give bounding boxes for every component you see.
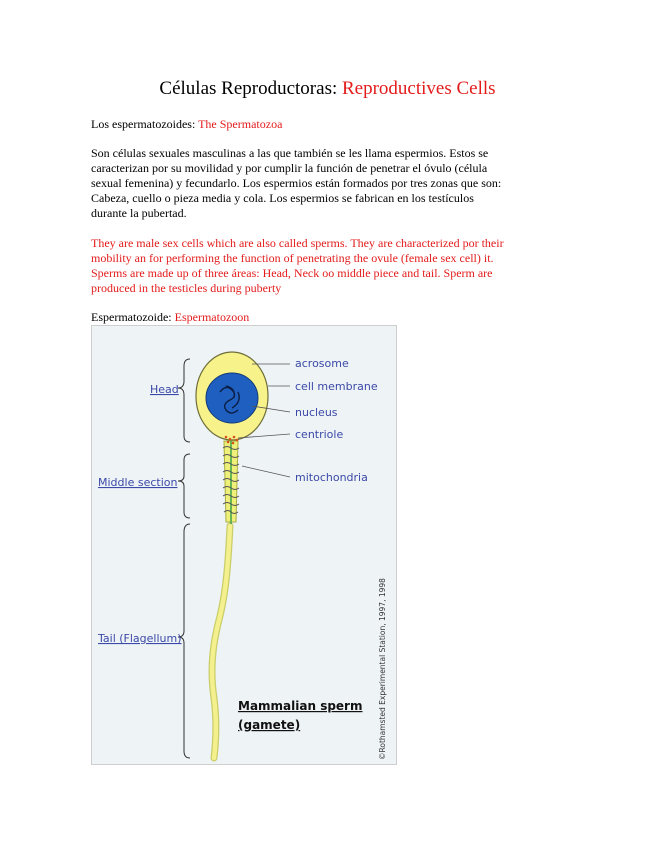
head-bracket — [178, 359, 190, 442]
figure-heading-spanish: Espermatozoide: — [91, 310, 175, 324]
spanish-line: caracterizan por su movilidad y por cumplir la función de penetrar el óvulo (célula — [91, 161, 488, 175]
copyright-notice: ©Rothamsted Experimental Station, 1997, 1998 — [378, 578, 387, 760]
caption-line2: (gamete) — [238, 718, 301, 732]
spanish-line: Son células sexuales masculinas a las que también se les llama espermios. Estos se — [91, 146, 489, 160]
section-heading-english: The Spermatozoa — [198, 117, 283, 131]
sperm-diagram-svg — [92, 326, 398, 766]
label-cell-membrane: cell membrane — [295, 380, 378, 393]
middle-bracket — [178, 454, 190, 518]
label-acrosome: acrosome — [295, 357, 349, 370]
spanish-line: sexual femenina) y fecundarlo. Los espermios están formados por tres zonas que son: — [91, 176, 502, 190]
sperm-diagram — [91, 325, 397, 765]
english-line: They are male sex cells which are also called sperms. They are characterized por their — [91, 236, 504, 250]
spanish-paragraph — [91, 146, 571, 221]
segment-label-middle: Middle section — [98, 476, 178, 489]
caption-line1: Mammalian sperm — [238, 699, 363, 713]
section-heading-spanish: Los espermatozoides: — [91, 117, 199, 131]
label-centriole: centriole — [295, 428, 344, 441]
spanish-line: durante la pubertad. — [91, 206, 187, 220]
english-paragraph — [91, 236, 571, 296]
title-spanish: Células Reproductoras: — [159, 78, 342, 99]
figure-heading — [91, 310, 249, 325]
label-nucleus: nucleus — [295, 406, 338, 419]
page-title — [0, 78, 655, 100]
segment-brackets — [178, 359, 190, 758]
segment-label-tail: Tail (Flagellum) — [98, 632, 182, 645]
spanish-line: Cabeza, cuello o pieza media y cola. Los espermios se fabrican en los testículos — [91, 191, 474, 205]
title-english: Reproductives Cells — [342, 78, 496, 99]
english-line: produced in the testicles during puberty — [91, 281, 282, 295]
figure-heading-english: Espermatozoon — [174, 310, 250, 324]
english-line: mobility an for performing the function of penetrating the ovule (female sex cell) it. — [91, 251, 494, 265]
flagellum — [212, 526, 230, 758]
segment-label-head: Head — [150, 383, 179, 396]
label-mitochondria: mitochondria — [295, 471, 368, 484]
section-heading — [91, 117, 282, 132]
english-line: Sperms are made up of three áreas: Head, Neck oo middle piece and tail. Sperm are — [91, 266, 493, 280]
